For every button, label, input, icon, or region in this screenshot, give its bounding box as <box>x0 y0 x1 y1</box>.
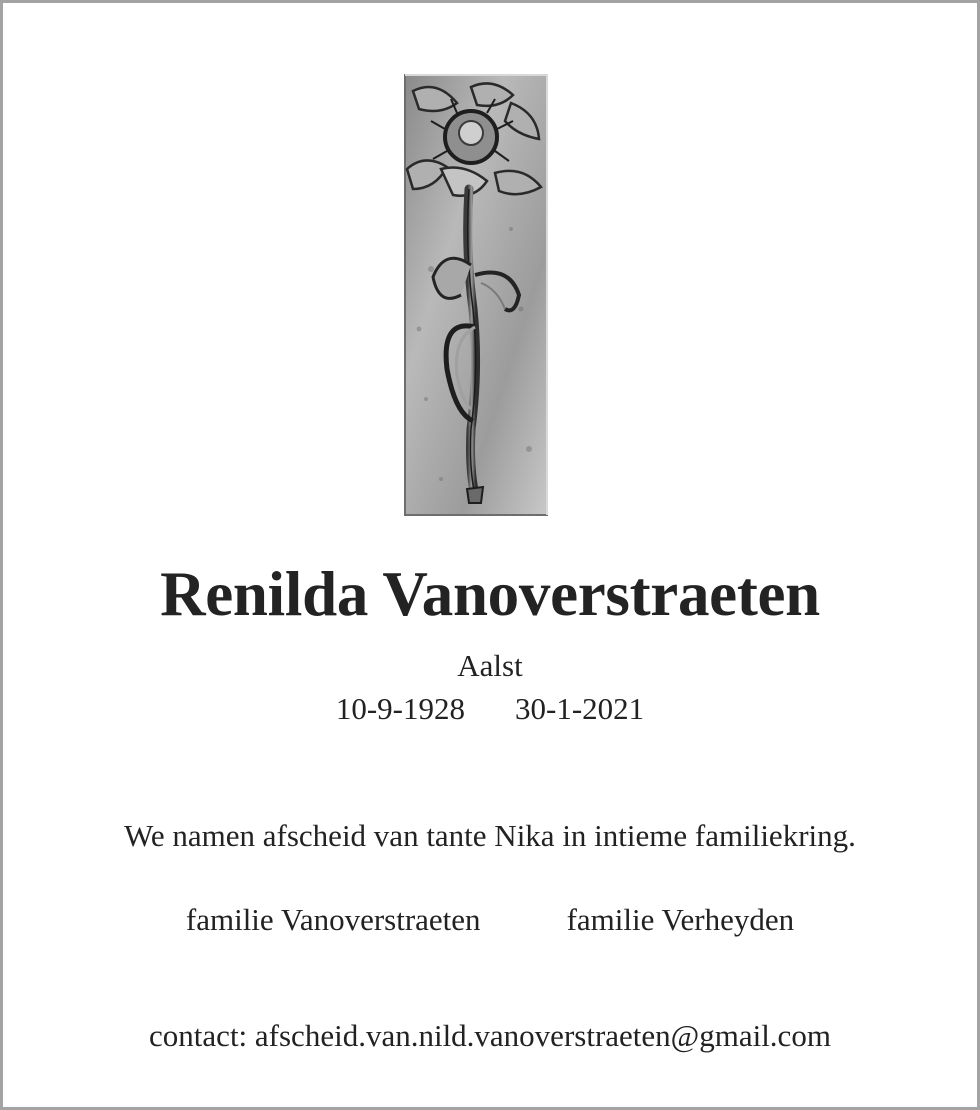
family-name: familie Vanoverstraeten <box>185 902 481 937</box>
rose-relief-icon <box>401 69 553 521</box>
contact-email: contact: afscheid.van.nild.vanoverstraeten@gmail.com <box>149 1018 831 1053</box>
life-dates <box>3 689 977 729</box>
place-of-residence: Aalst <box>457 648 523 683</box>
family-signatures <box>3 899 977 941</box>
birth-date: 10-9-1928 <box>335 691 465 726</box>
family-name: familie Verheyden <box>566 902 795 937</box>
deceased-name: Renilda Vanoverstraeten <box>160 559 820 629</box>
farewell-message: We namen afscheid van tante Nika in intieme familiekring. <box>124 818 856 853</box>
death-date: 30-1-2021 <box>515 691 645 726</box>
